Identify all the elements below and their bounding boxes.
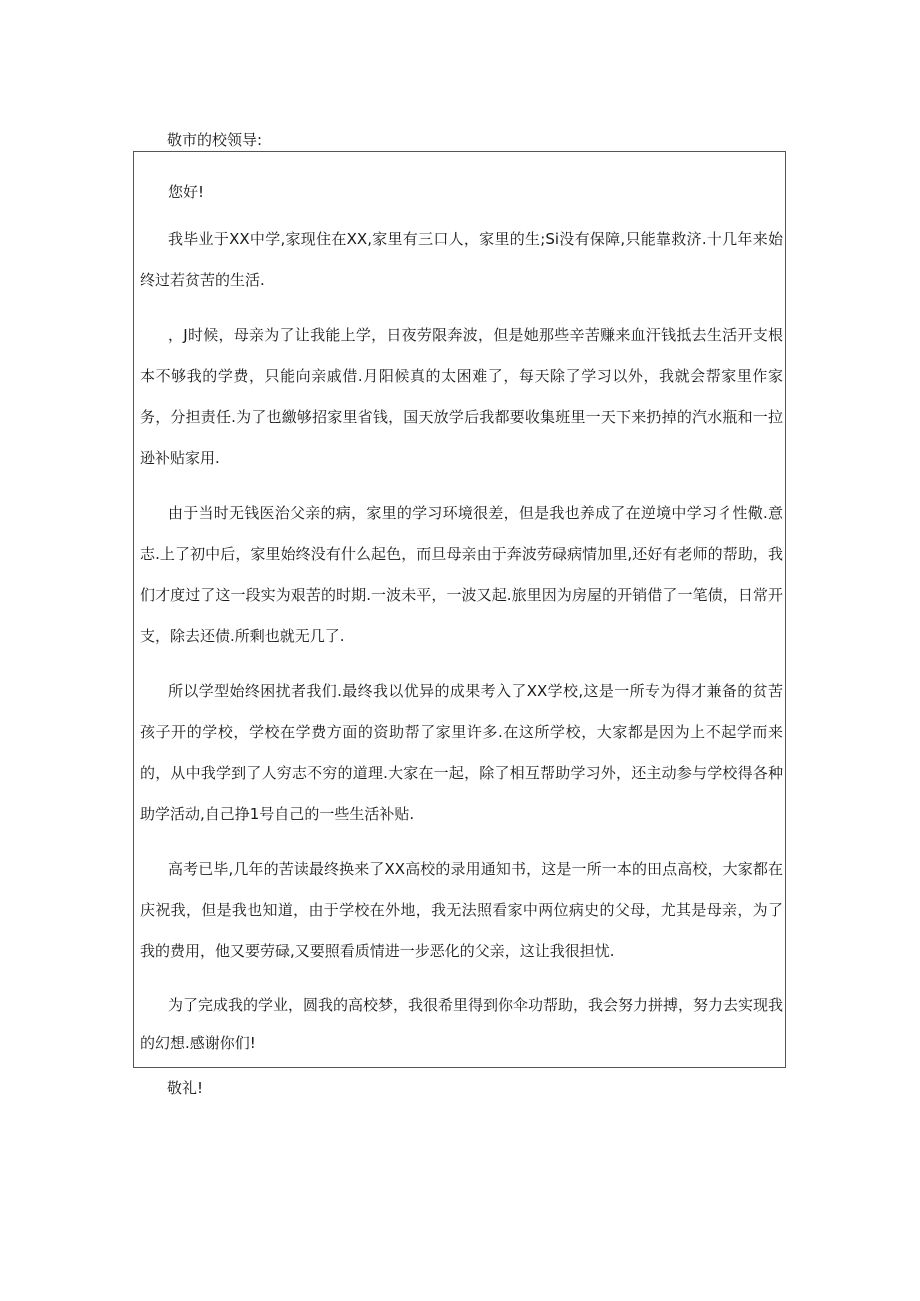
letter-paragraph-3: 由于当时无钱医治父亲的病，家里的学习环境很差，但是我也养成了在逆境中学习彳性儆.意志.上了初中后，家里始终没有什么起色，而旦母亲由于奔波劳碌病情加里,还好有老师的帮助，我们才度过了这一段实为艰苦的时期.一波未平，一波又起.旅里因为房屋的开销借了一笔债，日常开支，除去还债.所剩也就无几了. — [140, 504, 783, 645]
letter-paragraph-5: 高考已毕,几年的苦读最终换来了XX高校的录用通知书，这是一所一本的田点高校，大家都在庆祝我，但是我也知道，由于学校在外地，我无法照看家中两位病史的父母，尤其是母亲，为了我的费用，他又要劳碌,又要照看质情进一步恶化的父亲，这让我很担忧. — [140, 860, 783, 960]
letter-paragraph-2: ，J时候，母亲为了让我能上学，日夜劳限奔波，但是她那些辛苦赚来血汗钱抵去生活开支根本不够我的学费，只能向亲戚借.月阳候真的太困难了，每天除了学习以外，我就会帮家里作家务，分担责任.为了也繳够招家里省钱，国天放学后我都要收集班里一天下来扔掉的汽水瓶和一拉逊补贴家用. — [140, 326, 783, 467]
letter-paragraph-1: 我毕业于XX中学,家现住在XX,家里有三口人，家里的生;Si没有保障,只能靠救济.十几年来始终过若贫苦的生活. — [140, 230, 783, 289]
letter-paragraph-4: 所以学型始终困扰者我们.最终我以优异的成果考入了XX学校,这是一所专为得才兼备的贫苦孩子开的学校，学校在学费方面的资助帮了家里许多.在这所学校，大家都是因为上不起学而来的，从中我学到了人穷志不穷的道理.大家在一起，除了相互帮助学习外，还主动参与学校得各种助学活动,自己挣1号自己的一些生活补贴. — [140, 682, 783, 823]
letter-paragraph-6: 为了完成我的学业，圆我的高校梦，我很希里得到你伞功帮助，我会努力拼搏，努力去实现我的幻想.感谢你们! — [140, 996, 784, 1052]
letter-greeting: 您好! — [168, 183, 205, 201]
letter-body-box — [133, 151, 786, 1068]
letter-salutation: 敬市的校领导: — [167, 131, 263, 149]
letter-closing: 敬礼! — [167, 1079, 204, 1097]
